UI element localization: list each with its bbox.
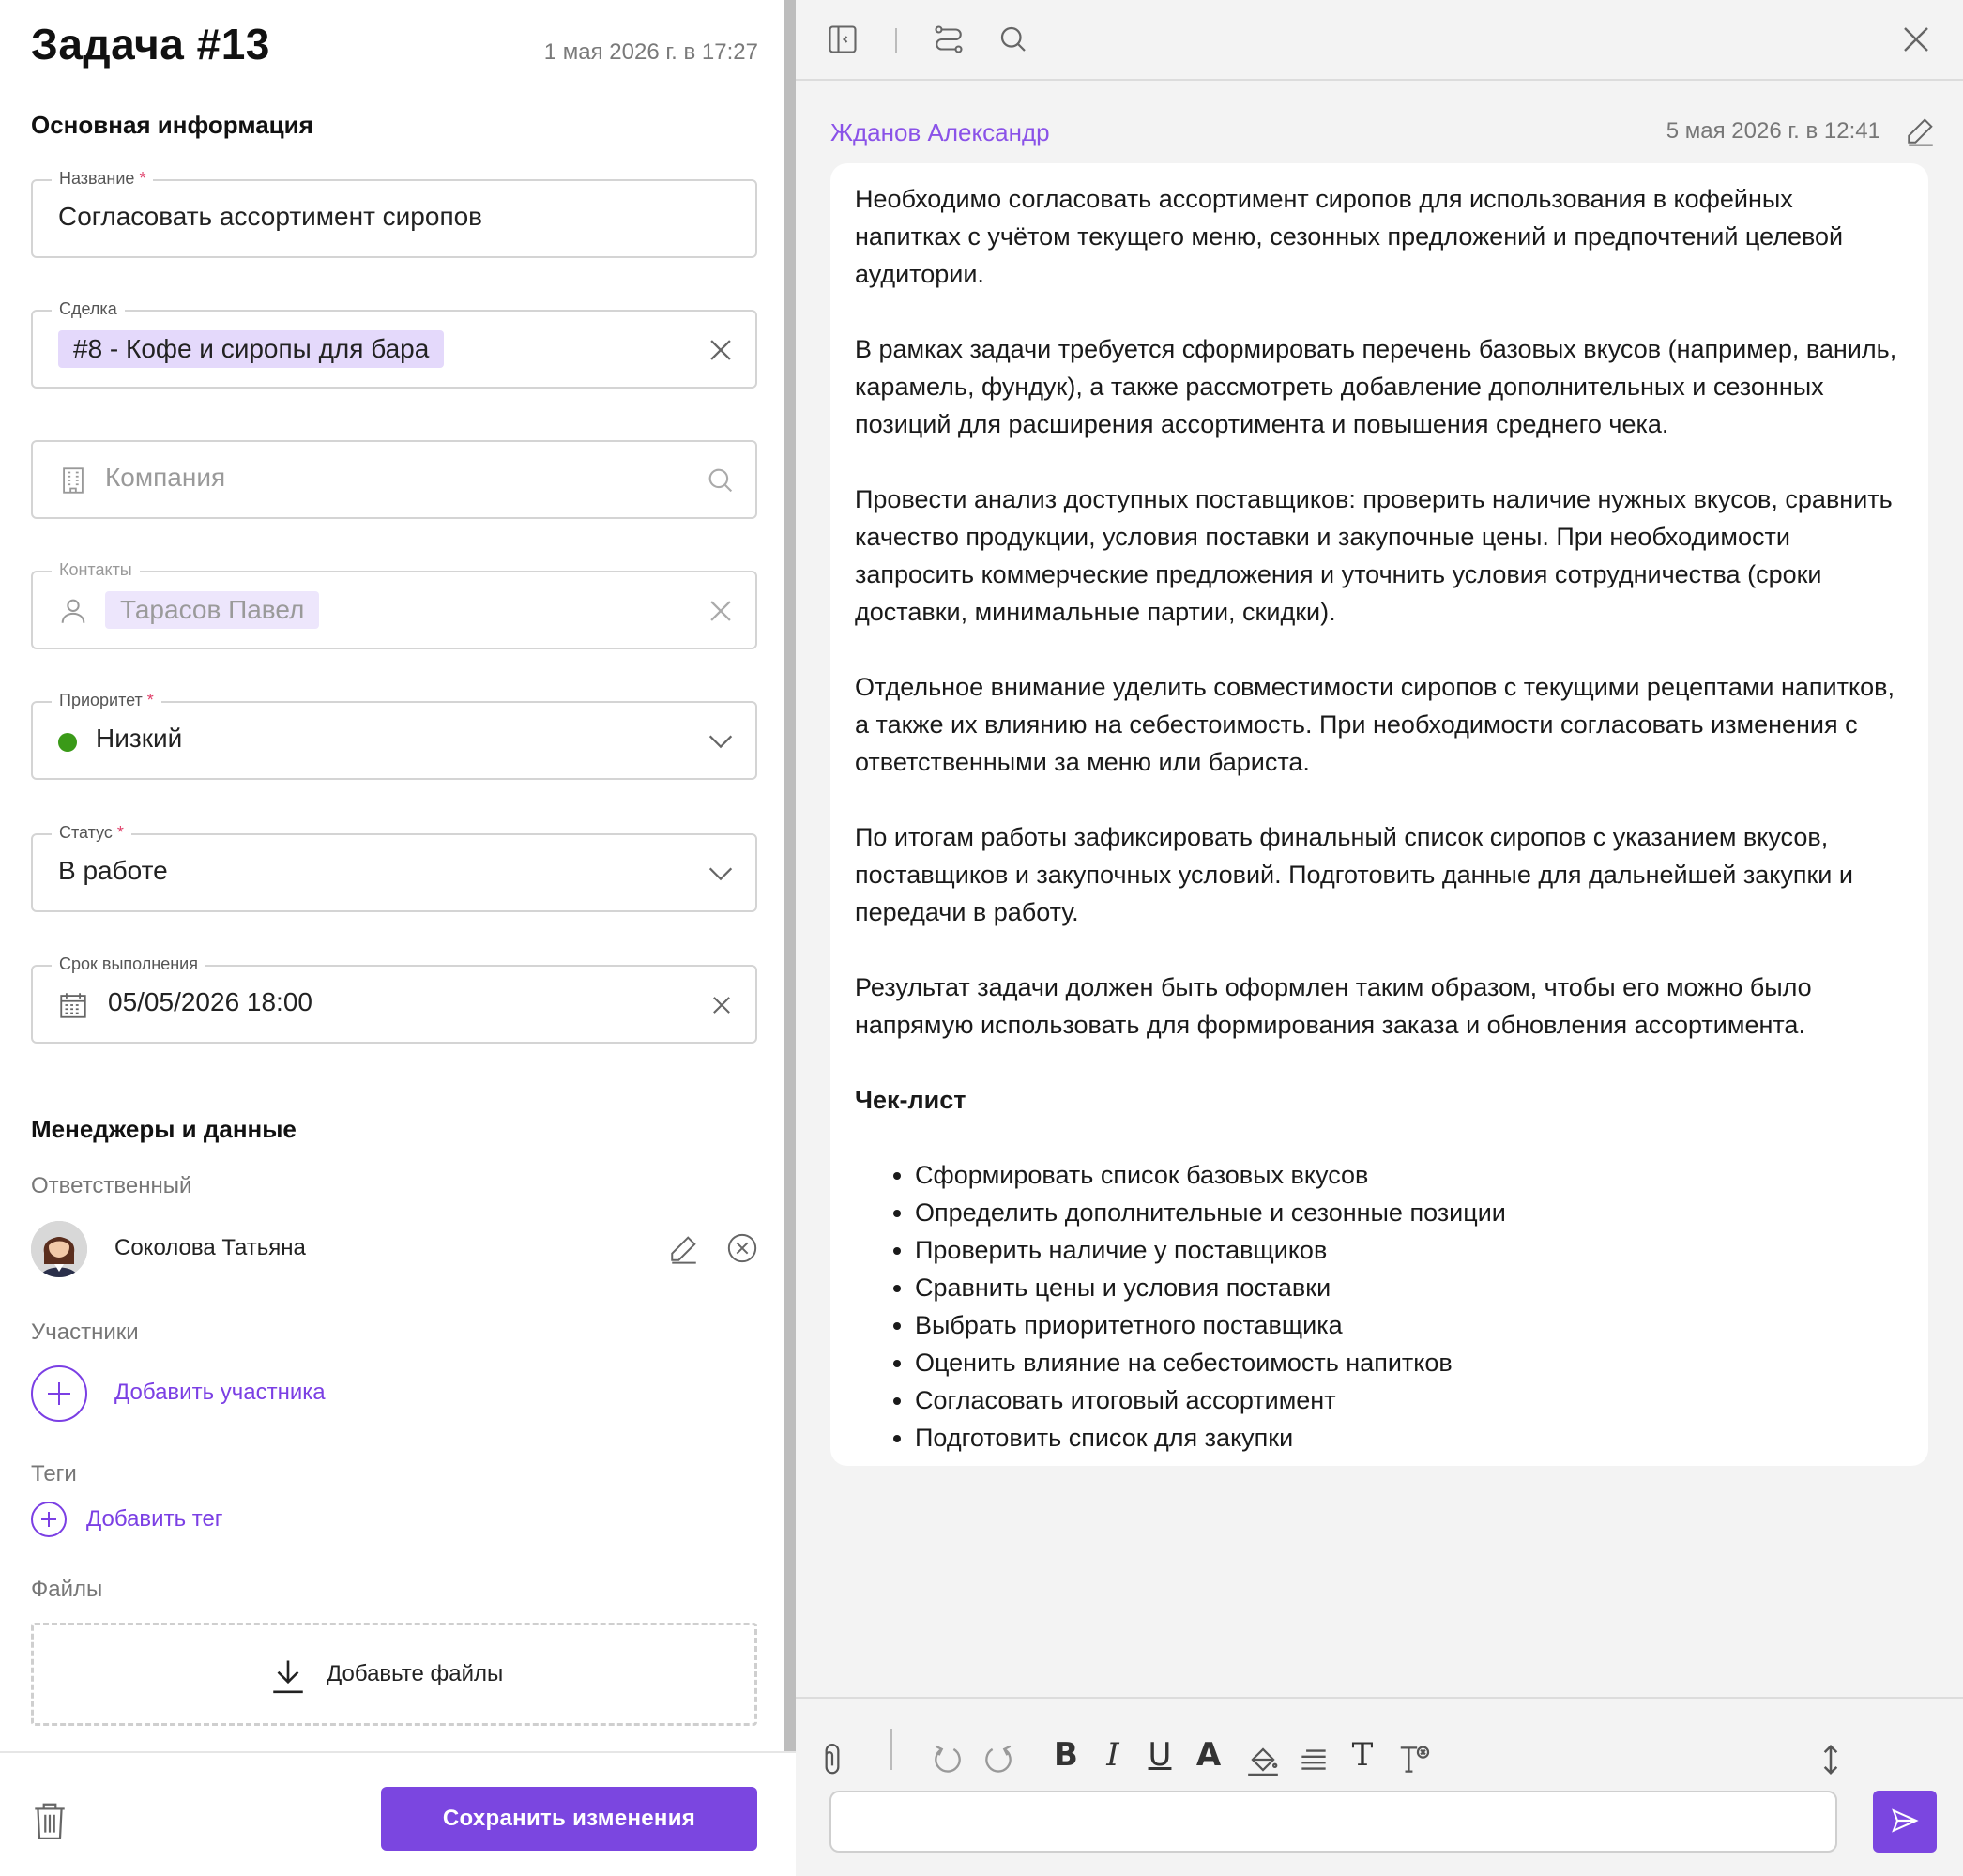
- send-icon: [1890, 1806, 1920, 1836]
- add-participant-icon[interactable]: [31, 1365, 87, 1422]
- align-icon[interactable]: [1296, 1742, 1331, 1777]
- checklist-item: • Согласовать итоговый ассортимент: [915, 1381, 1906, 1419]
- download-icon: [268, 1657, 308, 1697]
- bold-button[interactable]: B: [1054, 1736, 1078, 1774]
- comment-editor: [796, 1697, 1963, 1876]
- priority-indicator: [58, 733, 77, 752]
- checklist: [855, 1156, 1906, 1457]
- participants-label: Участники: [31, 1319, 139, 1345]
- task-form-panel: [0, 0, 784, 1876]
- responsible-name: Соколова Татьяна: [114, 1235, 306, 1260]
- checklist-item: • Подготовить список для закупки: [915, 1419, 1906, 1457]
- fill-color-icon[interactable]: [1245, 1742, 1281, 1777]
- checklist-item: • Проверить наличие у поставщиков: [915, 1231, 1906, 1269]
- company-field[interactable]: [31, 440, 757, 519]
- deadline-field[interactable]: [31, 954, 757, 1044]
- files-label: Файлы: [31, 1577, 103, 1602]
- checklist-item: • Сравнить цены и условия поставки: [915, 1269, 1906, 1306]
- file-dropzone[interactable]: [31, 1623, 757, 1726]
- status-value: В работе: [58, 856, 168, 885]
- redo-icon[interactable]: [981, 1742, 1016, 1777]
- editor-divider: [890, 1729, 892, 1770]
- toolbar-divider: [895, 28, 897, 53]
- comment-card: [830, 163, 1928, 1466]
- italic-button[interactable]: I: [1106, 1736, 1119, 1774]
- comment-body: [855, 180, 1906, 1457]
- expand-icon[interactable]: [1813, 1742, 1849, 1777]
- comment-author[interactable]: Жданов Александр: [830, 118, 1050, 146]
- contacts-field-label: Контакты: [52, 560, 140, 580]
- deal-chip[interactable]: #8 - Кофе и сиропы для бара: [58, 330, 444, 368]
- chevron-down-icon[interactable]: [705, 725, 737, 757]
- calendar-icon[interactable]: [57, 989, 89, 1021]
- task-title: Задача #13: [31, 20, 270, 69]
- dropzone-text: Добавьте файлы: [327, 1661, 504, 1686]
- text-size-button[interactable]: T: [1351, 1736, 1374, 1774]
- comment-paragraph: В рамках задачи требуется сформировать перечень базовых вкусов (например, ваниль, карамель, фундук), а также рассмотреть добавление дополнительных и сезонных позиций для расширения ассортимента и повышения среднего чека.: [855, 335, 1897, 438]
- filter-route-icon[interactable]: [932, 23, 966, 56]
- status-field-label: Статус *: [52, 823, 131, 843]
- clear-deadline-icon[interactable]: [708, 992, 735, 1018]
- comment-paragraph: Провести анализ доступных поставщиков: проверить наличие нужных вкусов, сравнить качество продукции, условия поставки и закупочные цены. При необходимости запросить коммерческие предложения и уточнить условия сотрудничества (сроки доставки, минимальные партии, скидки).: [855, 485, 1893, 626]
- collapse-panel-icon[interactable]: [826, 23, 860, 56]
- form-footer: [0, 1751, 796, 1876]
- edit-responsible-icon[interactable]: [668, 1232, 700, 1264]
- comment-input[interactable]: [829, 1791, 1837, 1853]
- edit-comment-icon[interactable]: [1905, 114, 1937, 146]
- checklist-item: • Сформировать список базовых вкусов: [915, 1156, 1906, 1194]
- comment-date: 5 мая 2026 г. в 12:41: [1666, 118, 1880, 144]
- trash-icon[interactable]: [32, 1800, 68, 1841]
- add-tag-link[interactable]: Добавить тег: [86, 1506, 223, 1532]
- deadline-value[interactable]: 05/05/2026 18:00: [108, 987, 312, 1016]
- checklist-item: • Оценить влияние на себестоимость напитков: [915, 1344, 1906, 1381]
- comments-toolbar: [796, 0, 1963, 81]
- comments-panel: [796, 0, 1963, 1876]
- comment-paragraph: По итогам работы зафиксировать финальный список сиропов с указанием вкусов, поставщиков и закупочных условий. Подготовить данные для дальнейшей закупки и передачи в работу.: [855, 823, 1853, 926]
- tags-label: Теги: [31, 1461, 77, 1487]
- task-form-scroll: [0, 0, 784, 1751]
- avatar: [31, 1221, 87, 1277]
- clear-deal-icon[interactable]: [705, 334, 737, 366]
- chevron-down-icon[interactable]: [705, 858, 737, 890]
- add-participant-link[interactable]: Добавить участника: [114, 1380, 326, 1405]
- comment-paragraph: Отдельное внимание уделить совместимости сиропов с текущими рецептами напитков, а также их влиянию на себестоимость. При необходимости согласовать изменения с ответственными за меню или бариста.: [855, 673, 1895, 776]
- add-tag-icon[interactable]: [31, 1502, 67, 1537]
- priority-value: Низкий: [96, 724, 183, 753]
- priority-field-label: Приоритет *: [52, 691, 161, 710]
- responsible-label: Ответственный: [31, 1173, 192, 1198]
- deadline-field-label: Срок выполнения: [52, 954, 205, 974]
- section-title-basic: Основная информация: [31, 111, 313, 139]
- clear-format-icon[interactable]: [1396, 1742, 1432, 1777]
- attach-icon[interactable]: [814, 1742, 850, 1777]
- deal-field-label: Сделка: [52, 299, 125, 319]
- company-placeholder: Компания: [105, 463, 226, 492]
- save-button[interactable]: Сохранить изменения: [381, 1787, 757, 1851]
- status-select[interactable]: [31, 823, 757, 912]
- name-field-value[interactable]: Согласовать ассортимент сиропов: [58, 202, 483, 231]
- comment-paragraph: Результат задачи должен быть оформлен таким образом, чтобы его можно было напрямую использовать для формирования заказа и обновления ассортимента.: [855, 973, 1812, 1039]
- left-scrollbar[interactable]: [784, 0, 796, 1751]
- underline-button[interactable]: U: [1148, 1736, 1172, 1774]
- search-icon[interactable]: [705, 465, 737, 496]
- checklist-item: • Выбрать приоритетного поставщика: [915, 1306, 1906, 1344]
- font-color-button[interactable]: A: [1195, 1736, 1222, 1774]
- contact-chip[interactable]: Тарасов Павел: [105, 591, 319, 629]
- send-button[interactable]: [1873, 1791, 1937, 1853]
- name-field-label: Название *: [52, 169, 153, 189]
- building-icon: [57, 465, 89, 496]
- clear-contact-icon[interactable]: [705, 595, 737, 627]
- task-created-date: 1 мая 2026 г. в 17:27: [543, 39, 758, 65]
- close-icon[interactable]: [1899, 23, 1933, 56]
- priority-select[interactable]: [31, 691, 757, 780]
- user-icon: [57, 595, 89, 627]
- checklist-title: Чек-лист: [855, 1086, 966, 1114]
- contacts-field[interactable]: [31, 560, 757, 649]
- name-field[interactable]: [31, 169, 757, 258]
- search-icon[interactable]: [997, 23, 1030, 56]
- checklist-item: • Определить дополнительные и сезонные позиции: [915, 1194, 1906, 1231]
- comment-paragraph: Необходимо согласовать ассортимент сиропов для использования в кофейных напитках с учётом текущего меню, сезонных предложений и предпочтений целевой аудитории.: [855, 185, 1844, 288]
- section-title-managers: Менеджеры и данные: [31, 1115, 297, 1143]
- undo-icon[interactable]: [930, 1742, 966, 1777]
- deal-field[interactable]: [31, 299, 757, 389]
- remove-responsible-icon[interactable]: [726, 1232, 758, 1264]
